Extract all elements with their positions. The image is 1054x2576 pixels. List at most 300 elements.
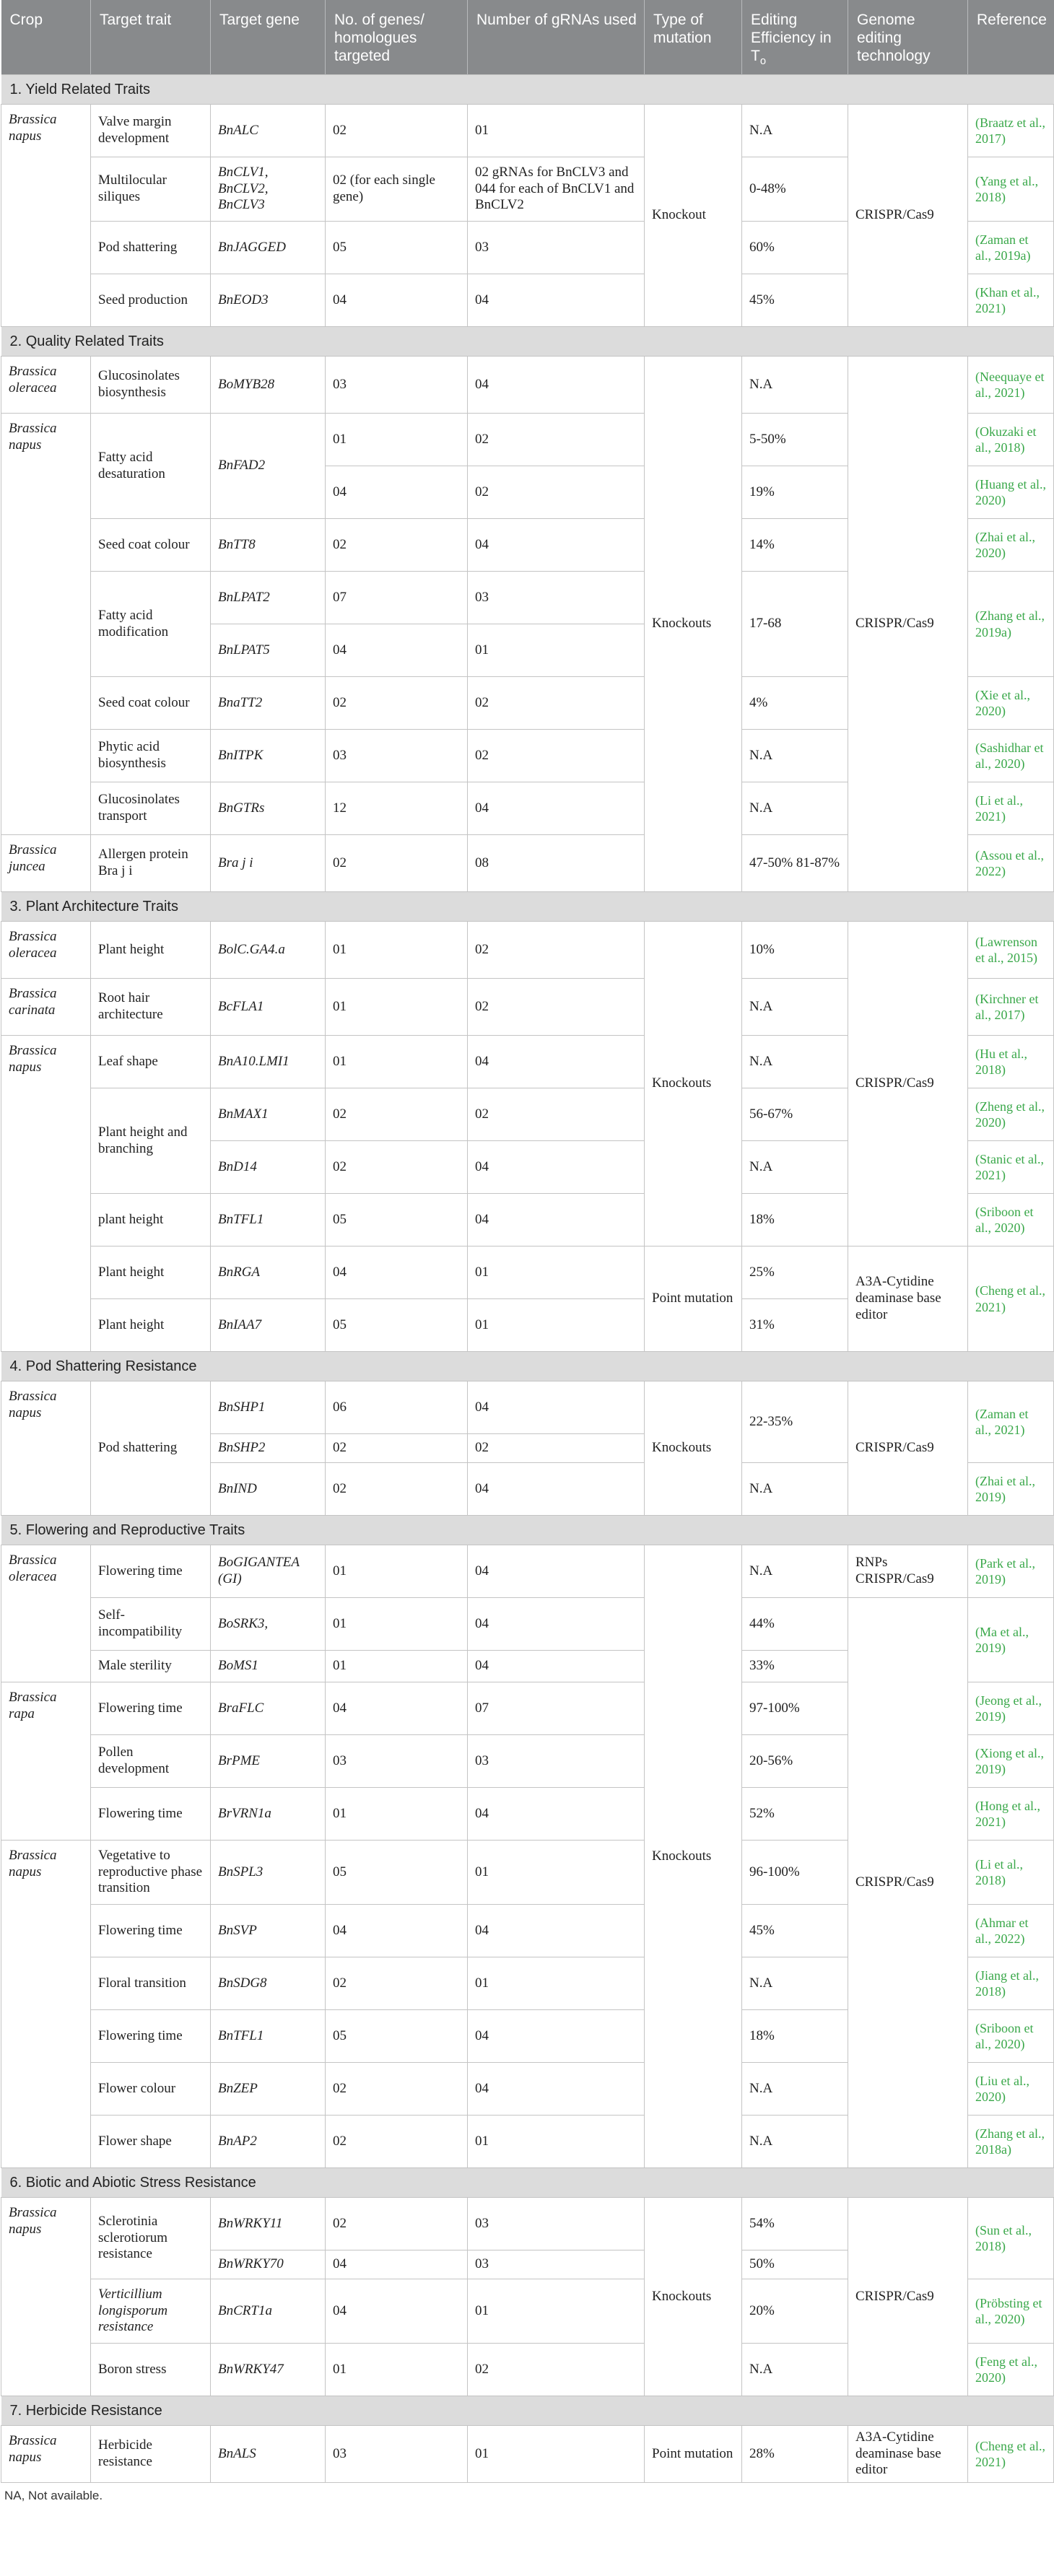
efficiency-cell: 17-68 (742, 572, 848, 677)
technology-cell: RNPs CRISPR/Cas9 (848, 1545, 968, 1598)
efficiency-cell: 44% (742, 1598, 848, 1651)
gene-cell: BnLPAT5 (211, 624, 326, 677)
crop-cell (1, 357, 91, 414)
grna-count-cell: 02 (468, 414, 645, 466)
reference-link[interactable]: (Li et al., 2018) (968, 1841, 1054, 1905)
trait-cell: Sclerotinia sclerotiorum resistance (91, 2198, 211, 2279)
crop-name: Brassica napus (9, 421, 57, 453)
header-reference: Reference (968, 0, 1054, 75)
table-row (1, 2426, 1054, 2483)
technology-cell: CRISPR/Cas9 (848, 1381, 968, 1516)
gene-cell: BnA10.LMI1 (211, 1036, 326, 1088)
gene-cell: BraFLC (211, 1682, 326, 1735)
genes-count-cell: 02 (326, 1088, 468, 1141)
header-genes-targeted: No. of genes/ homologues targeted (326, 0, 468, 75)
trait-cell: Allergen protein Bra j i (91, 835, 211, 892)
genes-count-cell: 03 (326, 730, 468, 782)
genes-count-cell: 02 (326, 1434, 468, 1463)
trait-cell: Verticillium longisporum resistance (91, 2279, 211, 2344)
reference-link[interactable]: (Liu et al., 2020) (968, 2063, 1054, 2116)
grna-count-cell: 01 (468, 1246, 645, 1299)
gene-cell: BnaTT2 (211, 677, 326, 730)
reference-link[interactable]: (Park et al., 2019) (968, 1545, 1054, 1598)
trait-cell: Plant height (91, 1246, 211, 1299)
grna-count-cell: 01 (468, 2426, 645, 2483)
genes-count-cell: 04 (326, 1905, 468, 1957)
grna-count-cell: 02 (468, 1088, 645, 1141)
grna-count-cell: 07 (468, 1682, 645, 1735)
genes-count-cell: 03 (326, 2426, 468, 2483)
grna-count-cell: 04 (468, 1036, 645, 1088)
crop-cell (1, 979, 91, 1036)
genes-count-cell: 02 (326, 1463, 468, 1516)
genes-count-cell: 03 (326, 357, 468, 414)
genes-count-cell: 01 (326, 414, 468, 466)
genes-count-cell: 04 (326, 2279, 468, 2344)
reference-link[interactable]: (Neequaye et al., 2021) (968, 357, 1054, 414)
genes-count-cell: 05 (326, 2010, 468, 2063)
reference-link[interactable]: (Zhang et al., 2019a) (968, 572, 1054, 677)
crop-name: Brassica napus (9, 2433, 57, 2465)
gene-cell: BnTFL1 (211, 1194, 326, 1246)
technology-cell: CRISPR/Cas9 (848, 357, 968, 892)
gene-cell: BnEOD3 (211, 274, 326, 327)
genes-count-cell: 02 (326, 2116, 468, 2168)
gene-cell: BnITPK (211, 730, 326, 782)
efficiency-cell: 20% (742, 2279, 848, 2344)
technology-cell: CRISPR/Cas9 (848, 1598, 968, 2168)
efficiency-cell: N.A (742, 1463, 848, 1516)
crop-cell (1, 414, 91, 835)
grna-count-cell: 02 (468, 922, 645, 979)
reference-link[interactable]: (Pröbsting et al., 2020) (968, 2279, 1054, 2344)
reference-link[interactable]: (Yang et al., 2018) (968, 157, 1054, 222)
section-header-row (1, 327, 1054, 357)
grna-count-cell: 02 (468, 730, 645, 782)
reference-link[interactable]: (Braatz et al., 2017) (968, 105, 1054, 157)
gene-cell: BrVRN1a (211, 1788, 326, 1841)
reference-link[interactable]: (Ahmar et al., 2022) (968, 1905, 1054, 1957)
crop-cell (1, 1381, 91, 1516)
gene-cell: BnMAX1 (211, 1088, 326, 1141)
grna-count-cell: 01 (468, 1299, 645, 1352)
reference-link[interactable]: (Zhang et al., 2018a) (968, 2116, 1054, 2168)
header-editing-efficiency-label: Editing Efficiency in T (751, 12, 832, 64)
header-row (1, 0, 1054, 75)
gene-cell: BnFAD2 (211, 414, 326, 519)
crop-name: Brassica oleracea (9, 364, 57, 396)
gene-cell: BcFLA1 (211, 979, 326, 1036)
gene-cell: BnWRKY70 (211, 2250, 326, 2279)
genes-count-cell: 01 (326, 979, 468, 1036)
grna-count-cell: 01 (468, 2116, 645, 2168)
grna-count-cell: 04 (468, 519, 645, 572)
grna-count-cell: 03 (468, 1735, 645, 1788)
grna-count-cell: 04 (468, 2010, 645, 2063)
section-header-row (1, 1516, 1054, 1545)
reference-link[interactable]: (Hong et al., 2021) (968, 1788, 1054, 1841)
genes-count-cell: 03 (326, 1735, 468, 1788)
grna-count-cell: 04 (468, 782, 645, 835)
reference-link[interactable]: (Khan et al., 2021) (968, 274, 1054, 327)
mutation-cell: Point mutation (645, 2426, 742, 2483)
trait-cell: Flower colour (91, 2063, 211, 2116)
genes-count-cell: 07 (326, 572, 468, 624)
trait-cell: Flowering time (91, 1545, 211, 1598)
efficiency-cell: N.A (742, 1545, 848, 1598)
genes-count-cell: 02 (326, 2198, 468, 2250)
section-title: 4. Pod Shattering Resistance (1, 1352, 1054, 1381)
gene-cell: BnSPL3 (211, 1841, 326, 1905)
reference-link[interactable]: (Feng et al., 2020) (968, 2344, 1054, 2396)
efficiency-cell: 96-100% (742, 1841, 848, 1905)
grna-count-cell: 02 (468, 1434, 645, 1463)
efficiency-cell: N.A (742, 1957, 848, 2010)
gene-cell: BrPME (211, 1735, 326, 1788)
table-row (1, 1598, 1054, 1651)
genes-count-cell: 04 (326, 624, 468, 677)
genes-count-cell: 02 (326, 677, 468, 730)
crop-name: Brassica rapa (9, 1690, 57, 1721)
efficiency-cell: 25% (742, 1246, 848, 1299)
efficiency-cell: 22-35% (742, 1381, 848, 1463)
efficiency-cell: N.A (742, 2344, 848, 2396)
genes-count-cell: 04 (326, 2250, 468, 2279)
technology-cell: A3A-Cytidine deaminase base editor (848, 1246, 968, 1352)
grna-count-cell: 02 (468, 979, 645, 1036)
mutation-cell: Knockouts (645, 1545, 742, 2168)
section-title: 3. Plant Architecture Traits (1, 892, 1054, 922)
genes-count-cell: 04 (326, 1682, 468, 1735)
trait-cell: Vegetative to reproductive phase transition (91, 1841, 211, 1905)
efficiency-cell: 60% (742, 222, 848, 274)
reference-link[interactable]: (Huang et al., 2020) (968, 466, 1054, 519)
genes-count-cell: 02 (326, 1957, 468, 2010)
gene-cell: BnWRKY47 (211, 2344, 326, 2396)
crop-cell (1, 922, 91, 979)
gene-cell: BnCRT1a (211, 2279, 326, 2344)
section-title: 7. Herbicide Resistance (1, 2396, 1054, 2426)
reference-link[interactable]: (Xiong et al., 2019) (968, 1735, 1054, 1788)
efficiency-cell: 4% (742, 677, 848, 730)
efficiency-cell: 45% (742, 274, 848, 327)
grna-count-cell: 03 (468, 572, 645, 624)
reference-link[interactable]: (Li et al., 2021) (968, 782, 1054, 835)
efficiency-cell: 56-67% (742, 1088, 848, 1141)
crop-cell (1, 2426, 91, 2483)
gene-cell: BnSDG8 (211, 1957, 326, 2010)
genes-count-cell: 02 (326, 2063, 468, 2116)
grna-count-cell: 04 (468, 357, 645, 414)
genes-count-cell: 01 (326, 2344, 468, 2396)
reference-link[interactable]: (Sriboon et al., 2020) (968, 1194, 1054, 1246)
efficiency-cell: 50% (742, 2250, 848, 2279)
reference-link[interactable]: (Stanic et al., 2021) (968, 1141, 1054, 1194)
table-row (1, 1246, 1054, 1299)
grna-count-cell: 03 (468, 222, 645, 274)
genes-count-cell: 04 (326, 466, 468, 519)
gene-cell: Bra j i (211, 835, 326, 892)
gene-cell: BnD14 (211, 1141, 326, 1194)
reference-link[interactable]: (Zaman et al., 2021) (968, 1381, 1054, 1463)
crop-cell (1, 1545, 91, 1682)
efficiency-cell: 97-100% (742, 1682, 848, 1735)
grna-count-cell: 02 gRNAs for BnCLV3 and 044 for each of BnCLV1 and BnCLV2 (468, 157, 645, 222)
efficiency-cell: 52% (742, 1788, 848, 1841)
mutation-cell: Knockout (645, 105, 742, 327)
gene-cell: BoGIGANTEA (GI) (211, 1545, 326, 1598)
crop-name: Brassica napus (9, 112, 57, 144)
trait-cell: Fatty acid modification (91, 572, 211, 677)
grna-count-cell: 04 (468, 1545, 645, 1598)
technology-cell: CRISPR/Cas9 (848, 922, 968, 1246)
reference-link[interactable]: (Zhai et al., 2019) (968, 1463, 1054, 1516)
reference-link[interactable]: (Ma et al., 2019) (968, 1598, 1054, 1682)
efficiency-cell: 45% (742, 1905, 848, 1957)
header-technology: Genome editing technology (848, 0, 968, 75)
header-mutation-type: Type of mutation (645, 0, 742, 75)
reference-link[interactable]: (Lawrenson et al., 2015) (968, 922, 1054, 979)
gene-cell: BnLPAT2 (211, 572, 326, 624)
genes-count-cell: 05 (326, 222, 468, 274)
reference-link[interactable]: (Sashidhar et al., 2020) (968, 730, 1054, 782)
grna-count-cell: 04 (468, 1463, 645, 1516)
efficiency-cell: 10% (742, 922, 848, 979)
gene-cell: BnGTRs (211, 782, 326, 835)
grna-count-cell: 01 (468, 1957, 645, 2010)
header-grnas-used: Number of gRNAs used (468, 0, 645, 75)
technology-cell: CRISPR/Cas9 (848, 105, 968, 327)
efficiency-cell: 18% (742, 1194, 848, 1246)
trait-cell: Pod shattering (91, 1381, 211, 1516)
efficiency-cell: N.A (742, 357, 848, 414)
mutation-cell: Knockouts (645, 922, 742, 1246)
genes-count-cell: 01 (326, 1788, 468, 1841)
reference-link[interactable]: (Xie et al., 2020) (968, 677, 1054, 730)
section-title: 1. Yield Related Traits (1, 75, 1054, 105)
genes-count-cell: 01 (326, 922, 468, 979)
trait-cell: Plant height and branching (91, 1088, 211, 1194)
reference-link[interactable]: (Okuzaki et al., 2018) (968, 414, 1054, 466)
trait-cell: Boron stress (91, 2344, 211, 2396)
crop-name: Brassica napus (9, 1848, 57, 1879)
crop-name: Brassica oleracea (9, 929, 57, 961)
grna-count-cell: 02 (468, 677, 645, 730)
reference-link[interactable]: (Zaman et al., 2019a) (968, 222, 1054, 274)
efficiency-cell: 20-56% (742, 1735, 848, 1788)
reference-link[interactable]: (Sriboon et al., 2020) (968, 2010, 1054, 2063)
table-row (1, 105, 1054, 157)
trait-cell: Pod shattering (91, 222, 211, 274)
section-header-row (1, 2168, 1054, 2198)
genes-count-cell: 06 (326, 1381, 468, 1434)
trait-cell: Herbicide resistance (91, 2426, 211, 2483)
reference-link[interactable]: (Zheng et al., 2020) (968, 1088, 1054, 1141)
crop-cell (1, 1036, 91, 1352)
grna-count-cell: 04 (468, 1788, 645, 1841)
gene-cell: BnWRKY11 (211, 2198, 326, 2250)
genes-count-cell: 01 (326, 1545, 468, 1598)
grna-count-cell: 08 (468, 835, 645, 892)
grna-count-cell: 01 (468, 2279, 645, 2344)
trait-cell: Plant height (91, 1299, 211, 1352)
reference-link[interactable]: (Kirchner et al., 2017) (968, 979, 1054, 1036)
genes-count-cell: 12 (326, 782, 468, 835)
trait-cell: Seed coat colour (91, 677, 211, 730)
efficiency-cell: 54% (742, 2198, 848, 2250)
grna-count-cell: 04 (468, 1905, 645, 1957)
efficiency-cell: 19% (742, 466, 848, 519)
trait-cell: Root hair architecture (91, 979, 211, 1036)
efficiency-cell: 47-50% 81-87% (742, 835, 848, 892)
efficiency-cell: 28% (742, 2426, 848, 2483)
reference-link[interactable]: (Zhai et al., 2020) (968, 519, 1054, 572)
efficiency-cell: N.A (742, 1141, 848, 1194)
efficiency-cell: N.A (742, 2116, 848, 2168)
section-title: 2. Quality Related Traits (1, 327, 1054, 357)
reference-link[interactable]: (Cheng et al., 2021) (968, 2426, 1054, 2483)
trait-cell: Flowering time (91, 1682, 211, 1735)
table-row (1, 1381, 1054, 1434)
footnote: NA, Not available. (4, 2489, 103, 2502)
trait-cell: plant height (91, 1194, 211, 1246)
trait-cell: Glucosinolates biosynthesis (91, 357, 211, 414)
header-editing-efficiency (742, 0, 848, 75)
section-header-row (1, 892, 1054, 922)
mutation-cell: Point mutation (645, 1246, 742, 1352)
efficiency-cell: N.A (742, 2063, 848, 2116)
trait-cell: Leaf shape (91, 1036, 211, 1088)
technology-cell: CRISPR/Cas9 (848, 2198, 968, 2396)
grna-count-cell: 04 (468, 1141, 645, 1194)
mutation-cell: Knockouts (645, 357, 742, 892)
crop-cell (1, 1841, 91, 2168)
section-header-row (1, 1352, 1054, 1381)
gene-cell: BoMYB28 (211, 357, 326, 414)
crop-name: Brassica napus (9, 1389, 57, 1420)
mutation-cell: Knockouts (645, 1381, 742, 1516)
reference-link[interactable]: (Jeong et al., 2019) (968, 1682, 1054, 1735)
efficiency-cell: 14% (742, 519, 848, 572)
grna-count-cell: 04 (468, 1194, 645, 1246)
trait-cell: Flowering time (91, 2010, 211, 2063)
crop-cell (1, 835, 91, 892)
reference-link[interactable]: (Jiang et al., 2018) (968, 1957, 1054, 2010)
crop-name: Brassica carinata (9, 986, 57, 1018)
efficiency-cell: 0-48% (742, 157, 848, 222)
trait-cell: Phytic acid biosynthesis (91, 730, 211, 782)
genes-count-cell: 05 (326, 1194, 468, 1246)
genes-count-cell: 01 (326, 1651, 468, 1682)
reference-link[interactable]: (Assou et al., 2022) (968, 835, 1054, 892)
grna-count-cell: 03 (468, 2198, 645, 2250)
crop-cell (1, 105, 91, 327)
trait-cell: Pollen development (91, 1735, 211, 1788)
genes-count-cell: 05 (326, 1841, 468, 1905)
trait-cell: Valve margin development (91, 105, 211, 157)
grna-count-cell: 02 (468, 2344, 645, 2396)
reference-link[interactable]: (Hu et al., 2018) (968, 1036, 1054, 1088)
table-row (1, 922, 1054, 979)
gene-cell: BnALS (211, 2426, 326, 2483)
gene-cell: BnTFL1 (211, 2010, 326, 2063)
table-row (1, 2198, 1054, 2250)
efficiency-cell: 5-50% (742, 414, 848, 466)
efficiency-cell: 31% (742, 1299, 848, 1352)
gene-cell: BnALC (211, 105, 326, 157)
grna-count-cell: 01 (468, 1841, 645, 1905)
gene-cell: BnIAA7 (211, 1299, 326, 1352)
header-target-trait: Target trait (91, 0, 211, 75)
genes-count-cell: 02 (326, 835, 468, 892)
gene-cell: BnSHP1 (211, 1381, 326, 1434)
efficiency-cell: N.A (742, 730, 848, 782)
trait-cell: Male sterility (91, 1651, 211, 1682)
trait-cell: Glucosinolates transport (91, 782, 211, 835)
efficiency-cell: N.A (742, 1036, 848, 1088)
genes-count-cell: 05 (326, 1299, 468, 1352)
genes-count-cell: 01 (326, 1036, 468, 1088)
gene-cell: BnRGA (211, 1246, 326, 1299)
crop-cell (1, 1682, 91, 1841)
header-crop: Crop (1, 0, 91, 75)
gene-cell: BnSHP2 (211, 1434, 326, 1463)
trait-cell: Flower shape (91, 2116, 211, 2168)
reference-link[interactable]: (Cheng et al., 2021) (968, 1246, 1054, 1352)
genes-count-cell: 02 (for each single gene) (326, 157, 468, 222)
trait-cell: Self-incompatibility (91, 1598, 211, 1651)
header-efficiency-subscript: o (759, 55, 766, 67)
genes-count-cell: 01 (326, 1598, 468, 1651)
efficiency-cell: 18% (742, 2010, 848, 2063)
table-row (1, 1545, 1054, 1598)
trait-cell: Fatty acid desaturation (91, 414, 211, 519)
crop-name: Brassica napus (9, 1043, 57, 1075)
reference-link[interactable]: (Sun et al., 2018) (968, 2198, 1054, 2279)
crispr-trait-table (1, 0, 1054, 2483)
trait-cell: Flowering time (91, 1788, 211, 1841)
trait-cell: Seed coat colour (91, 519, 211, 572)
gene-cell: BnTT8 (211, 519, 326, 572)
section-header-row (1, 2396, 1054, 2426)
trait-cell: Flowering time (91, 1905, 211, 1957)
genes-count-cell: 02 (326, 519, 468, 572)
genes-count-cell: 04 (326, 274, 468, 327)
efficiency-cell: N.A (742, 979, 848, 1036)
trait-cell: Multilocular siliques (91, 157, 211, 222)
grna-count-cell: 02 (468, 466, 645, 519)
grna-count-cell: 01 (468, 624, 645, 677)
trait-cell: Floral transition (91, 1957, 211, 2010)
trait-cell: Plant height (91, 922, 211, 979)
section-header-row (1, 75, 1054, 105)
grna-count-cell: 04 (468, 1651, 645, 1682)
grna-count-cell: 01 (468, 105, 645, 157)
technology-cell: A3A-Cytidine deaminase base editor (848, 2426, 968, 2483)
gene-cell: BoSRK3, (211, 1598, 326, 1651)
table-row (1, 357, 1054, 414)
gene-cell: BnIND (211, 1463, 326, 1516)
gene-cell: BnCLV1, BnCLV2, BnCLV3 (211, 157, 326, 222)
grna-count-cell: 04 (468, 1381, 645, 1434)
mutation-cell: Knockouts (645, 2198, 742, 2396)
trait-cell: Seed production (91, 274, 211, 327)
grna-count-cell: 04 (468, 2063, 645, 2116)
section-title: 5. Flowering and Reproductive Traits (1, 1516, 1054, 1545)
gene-cell: BolC.GA4.a (211, 922, 326, 979)
crop-name: Brassica napus (9, 2205, 57, 2237)
section-title: 6. Biotic and Abiotic Stress Resistance (1, 2168, 1054, 2198)
